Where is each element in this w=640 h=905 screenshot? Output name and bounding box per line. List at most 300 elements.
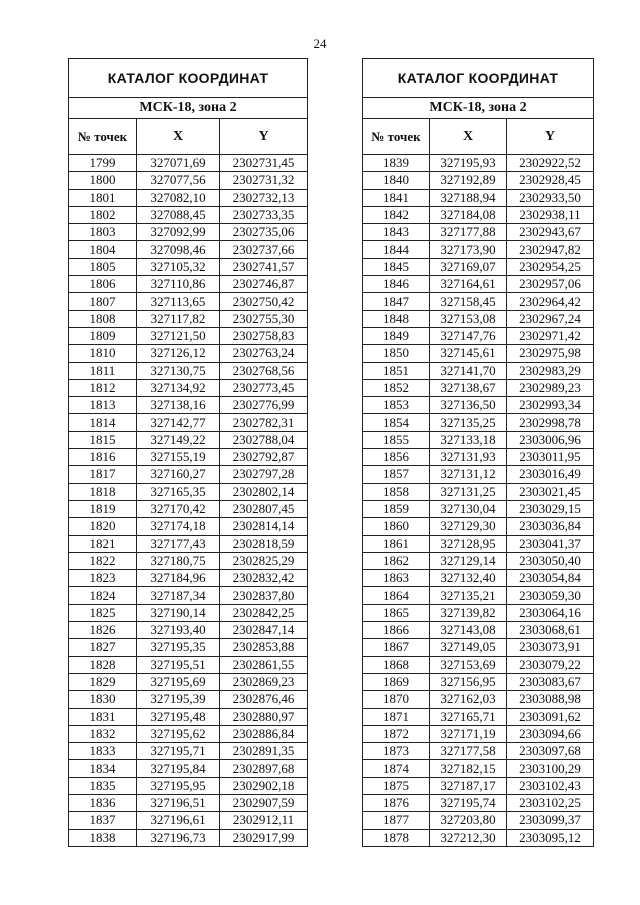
table-row bbox=[69, 708, 308, 725]
x-coordinate-cell: 327177,43 bbox=[137, 535, 220, 552]
point-number-cell: 1866 bbox=[363, 622, 430, 639]
point-number-cell: 1826 bbox=[69, 622, 137, 639]
y-coordinate-cell: 2302891,35 bbox=[220, 743, 308, 760]
point-number-cell: 1850 bbox=[363, 345, 430, 362]
y-coordinate-cell: 2303041,37 bbox=[507, 535, 594, 552]
table-row bbox=[69, 483, 308, 500]
y-coordinate-cell: 2302731,32 bbox=[220, 172, 308, 189]
y-coordinate-cell: 2302741,57 bbox=[220, 258, 308, 275]
point-number-cell: 1822 bbox=[69, 552, 137, 569]
x-coordinate-cell: 327196,51 bbox=[137, 794, 220, 811]
point-number-cell: 1841 bbox=[363, 189, 430, 206]
y-coordinate-cell: 2302788,04 bbox=[220, 431, 308, 448]
y-coordinate-cell: 2303091,62 bbox=[507, 708, 594, 725]
y-coordinate-cell: 2302998,78 bbox=[507, 414, 594, 431]
table-row bbox=[69, 794, 308, 811]
x-coordinate-cell: 327196,73 bbox=[137, 829, 220, 846]
y-coordinate-cell: 2302922,52 bbox=[507, 155, 594, 172]
table-row bbox=[69, 777, 308, 794]
x-coordinate-cell: 327195,69 bbox=[137, 673, 220, 690]
table-row bbox=[363, 345, 594, 362]
point-number-cell: 1820 bbox=[69, 518, 137, 535]
y-coordinate-cell: 2303021,45 bbox=[507, 483, 594, 500]
x-coordinate-cell: 327121,50 bbox=[137, 327, 220, 344]
y-coordinate-cell: 2303099,37 bbox=[507, 812, 594, 829]
point-number-cell: 1823 bbox=[69, 570, 137, 587]
point-number-cell: 1878 bbox=[363, 829, 430, 846]
table-row bbox=[69, 327, 308, 344]
point-number-cell: 1810 bbox=[69, 345, 137, 362]
catalog-title: КАТАЛОГ КООРДИНАТ bbox=[69, 59, 308, 98]
point-number-cell: 1815 bbox=[69, 431, 137, 448]
point-number-cell: 1831 bbox=[69, 708, 137, 725]
point-number-cell: 1874 bbox=[363, 760, 430, 777]
x-coordinate-cell: 327105,32 bbox=[137, 258, 220, 275]
table-row bbox=[69, 587, 308, 604]
table-row bbox=[363, 189, 594, 206]
y-coordinate-cell: 2302792,87 bbox=[220, 449, 308, 466]
point-number-cell: 1852 bbox=[363, 379, 430, 396]
y-coordinate-cell: 2303036,84 bbox=[507, 518, 594, 535]
table-row bbox=[363, 206, 594, 223]
y-coordinate-cell: 2303059,30 bbox=[507, 587, 594, 604]
table-row bbox=[363, 535, 594, 552]
point-number-cell: 1824 bbox=[69, 587, 137, 604]
point-number-cell: 1854 bbox=[363, 414, 430, 431]
y-coordinate-cell: 2302776,99 bbox=[220, 397, 308, 414]
point-number-cell: 1802 bbox=[69, 206, 137, 223]
x-coordinate-cell: 327130,75 bbox=[137, 362, 220, 379]
x-coordinate-cell: 327180,75 bbox=[137, 552, 220, 569]
y-coordinate-cell: 2302861,55 bbox=[220, 656, 308, 673]
x-coordinate-cell: 327195,35 bbox=[137, 639, 220, 656]
y-coordinate-cell: 2302847,14 bbox=[220, 622, 308, 639]
x-coordinate-cell: 327088,45 bbox=[137, 206, 220, 223]
point-number-cell: 1869 bbox=[363, 673, 430, 690]
x-coordinate-cell: 327149,22 bbox=[137, 431, 220, 448]
point-number-cell: 1867 bbox=[363, 639, 430, 656]
x-coordinate-cell: 327193,40 bbox=[137, 622, 220, 639]
point-number-cell: 1813 bbox=[69, 397, 137, 414]
x-coordinate-cell: 327135,25 bbox=[430, 414, 507, 431]
point-number-cell: 1799 bbox=[69, 155, 137, 172]
x-coordinate-cell: 327170,42 bbox=[137, 500, 220, 517]
x-coordinate-cell: 327129,30 bbox=[430, 518, 507, 535]
x-header: X bbox=[137, 119, 220, 155]
point-number-cell: 1803 bbox=[69, 224, 137, 241]
y-coordinate-cell: 2302768,56 bbox=[220, 362, 308, 379]
point-number-cell: 1840 bbox=[363, 172, 430, 189]
x-coordinate-cell: 327147,76 bbox=[430, 327, 507, 344]
x-coordinate-cell: 327177,58 bbox=[430, 743, 507, 760]
table-row bbox=[363, 483, 594, 500]
x-coordinate-cell: 327192,89 bbox=[430, 172, 507, 189]
y-coordinate-cell: 2302886,84 bbox=[220, 725, 308, 742]
x-coordinate-cell: 327195,51 bbox=[137, 656, 220, 673]
x-coordinate-cell: 327174,18 bbox=[137, 518, 220, 535]
x-coordinate-cell: 327187,34 bbox=[137, 587, 220, 604]
x-coordinate-cell: 327195,93 bbox=[430, 155, 507, 172]
table-row bbox=[69, 276, 308, 293]
y-coordinate-cell: 2302971,42 bbox=[507, 327, 594, 344]
table-row bbox=[363, 587, 594, 604]
x-coordinate-cell: 327195,84 bbox=[137, 760, 220, 777]
x-coordinate-cell: 327138,16 bbox=[137, 397, 220, 414]
table-row bbox=[69, 656, 308, 673]
table-row bbox=[363, 725, 594, 742]
table-row bbox=[363, 414, 594, 431]
table-row bbox=[69, 362, 308, 379]
point-number-cell: 1845 bbox=[363, 258, 430, 275]
table-row bbox=[69, 379, 308, 396]
y-coordinate-cell: 2303079,22 bbox=[507, 656, 594, 673]
point-number-cell: 1807 bbox=[69, 293, 137, 310]
point-number-cell: 1836 bbox=[69, 794, 137, 811]
point-number-cell: 1805 bbox=[69, 258, 137, 275]
table-row bbox=[69, 725, 308, 742]
y-coordinate-cell: 2302967,24 bbox=[507, 310, 594, 327]
x-coordinate-cell: 327171,19 bbox=[430, 725, 507, 742]
y-header: Y bbox=[507, 119, 594, 155]
table-row bbox=[363, 155, 594, 172]
y-coordinate-cell: 2303054,84 bbox=[507, 570, 594, 587]
table-row bbox=[69, 189, 308, 206]
y-coordinate-cell: 2302763,24 bbox=[220, 345, 308, 362]
table-row bbox=[363, 449, 594, 466]
x-coordinate-cell: 327110,86 bbox=[137, 276, 220, 293]
table-row bbox=[363, 743, 594, 760]
y-coordinate-cell: 2302975,98 bbox=[507, 345, 594, 362]
y-coordinate-cell: 2302947,82 bbox=[507, 241, 594, 258]
x-coordinate-cell: 327177,88 bbox=[430, 224, 507, 241]
y-coordinate-cell: 2302837,80 bbox=[220, 587, 308, 604]
x-coordinate-cell: 327195,74 bbox=[430, 794, 507, 811]
table-row bbox=[69, 673, 308, 690]
y-coordinate-cell: 2302902,18 bbox=[220, 777, 308, 794]
x-coordinate-cell: 327143,08 bbox=[430, 622, 507, 639]
point-number-cell: 1860 bbox=[363, 518, 430, 535]
y-coordinate-cell: 2302758,83 bbox=[220, 327, 308, 344]
y-coordinate-cell: 2303083,67 bbox=[507, 673, 594, 690]
x-coordinate-cell: 327098,46 bbox=[137, 241, 220, 258]
point-number-cell: 1818 bbox=[69, 483, 137, 500]
point-number-cell: 1827 bbox=[69, 639, 137, 656]
x-coordinate-cell: 327173,90 bbox=[430, 241, 507, 258]
y-coordinate-cell: 2303064,16 bbox=[507, 604, 594, 621]
y-coordinate-cell: 2302842,25 bbox=[220, 604, 308, 621]
coordinate-system: МСК-18, зона 2 bbox=[363, 98, 594, 119]
point-number-cell: 1806 bbox=[69, 276, 137, 293]
x-coordinate-cell: 327131,93 bbox=[430, 449, 507, 466]
point-number-cell: 1862 bbox=[363, 552, 430, 569]
point-number-cell: 1853 bbox=[363, 397, 430, 414]
y-coordinate-cell: 2302853,88 bbox=[220, 639, 308, 656]
point-number-cell: 1828 bbox=[69, 656, 137, 673]
y-coordinate-cell: 2302746,87 bbox=[220, 276, 308, 293]
table-row bbox=[363, 327, 594, 344]
point-number-cell: 1877 bbox=[363, 812, 430, 829]
point-number-cell: 1844 bbox=[363, 241, 430, 258]
point-number-cell: 1804 bbox=[69, 241, 137, 258]
y-coordinate-cell: 2303100,29 bbox=[507, 760, 594, 777]
x-coordinate-cell: 327138,67 bbox=[430, 379, 507, 396]
point-number-cell: 1857 bbox=[363, 466, 430, 483]
y-coordinate-cell: 2302832,42 bbox=[220, 570, 308, 587]
point-number-header: № точек bbox=[363, 119, 430, 155]
table-row bbox=[363, 518, 594, 535]
table-row bbox=[69, 206, 308, 223]
y-coordinate-cell: 2303011,95 bbox=[507, 449, 594, 466]
x-coordinate-cell: 327195,62 bbox=[137, 725, 220, 742]
x-coordinate-cell: 327162,03 bbox=[430, 691, 507, 708]
point-number-cell: 1817 bbox=[69, 466, 137, 483]
y-coordinate-cell: 2302807,45 bbox=[220, 500, 308, 517]
x-coordinate-cell: 327139,82 bbox=[430, 604, 507, 621]
x-coordinate-cell: 327187,17 bbox=[430, 777, 507, 794]
x-coordinate-cell: 327132,40 bbox=[430, 570, 507, 587]
point-number-cell: 1834 bbox=[69, 760, 137, 777]
table-row bbox=[363, 362, 594, 379]
point-number-cell: 1855 bbox=[363, 431, 430, 448]
x-header: X bbox=[430, 119, 507, 155]
x-coordinate-cell: 327158,45 bbox=[430, 293, 507, 310]
y-coordinate-cell: 2302782,31 bbox=[220, 414, 308, 431]
y-coordinate-cell: 2303068,61 bbox=[507, 622, 594, 639]
y-coordinate-cell: 2302912,11 bbox=[220, 812, 308, 829]
table-row bbox=[363, 656, 594, 673]
page-number: 24 bbox=[313, 36, 327, 51]
table-row bbox=[363, 276, 594, 293]
x-coordinate-cell: 327184,96 bbox=[137, 570, 220, 587]
table-row bbox=[363, 812, 594, 829]
y-coordinate-cell: 2303029,15 bbox=[507, 500, 594, 517]
x-coordinate-cell: 327082,10 bbox=[137, 189, 220, 206]
x-coordinate-cell: 327135,21 bbox=[430, 587, 507, 604]
table-row bbox=[363, 622, 594, 639]
table-row bbox=[363, 639, 594, 656]
y-coordinate-cell: 2303102,43 bbox=[507, 777, 594, 794]
y-coordinate-cell: 2302897,68 bbox=[220, 760, 308, 777]
x-coordinate-cell: 327165,71 bbox=[430, 708, 507, 725]
y-coordinate-cell: 2302938,11 bbox=[507, 206, 594, 223]
y-coordinate-cell: 2302943,67 bbox=[507, 224, 594, 241]
y-coordinate-cell: 2302917,99 bbox=[220, 829, 308, 846]
x-coordinate-cell: 327117,82 bbox=[137, 310, 220, 327]
table-row bbox=[69, 829, 308, 846]
point-number-cell: 1858 bbox=[363, 483, 430, 500]
table-row bbox=[69, 570, 308, 587]
point-number-cell: 1811 bbox=[69, 362, 137, 379]
point-number-cell: 1875 bbox=[363, 777, 430, 794]
table-row bbox=[69, 397, 308, 414]
table-row bbox=[69, 500, 308, 517]
x-coordinate-cell: 327195,48 bbox=[137, 708, 220, 725]
x-coordinate-cell: 327212,30 bbox=[430, 829, 507, 846]
point-number-cell: 1859 bbox=[363, 500, 430, 517]
point-number-cell: 1829 bbox=[69, 673, 137, 690]
point-number-cell: 1832 bbox=[69, 725, 137, 742]
x-coordinate-cell: 327128,95 bbox=[430, 535, 507, 552]
table-row bbox=[69, 431, 308, 448]
table-row bbox=[363, 172, 594, 189]
x-coordinate-cell: 327188,94 bbox=[430, 189, 507, 206]
y-coordinate-cell: 2302880,97 bbox=[220, 708, 308, 725]
point-number-cell: 1868 bbox=[363, 656, 430, 673]
y-coordinate-cell: 2303006,96 bbox=[507, 431, 594, 448]
point-number-cell: 1819 bbox=[69, 500, 137, 517]
point-number-cell: 1848 bbox=[363, 310, 430, 327]
point-number-cell: 1821 bbox=[69, 535, 137, 552]
x-coordinate-cell: 327165,35 bbox=[137, 483, 220, 500]
y-coordinate-cell: 2302818,59 bbox=[220, 535, 308, 552]
table-row bbox=[69, 743, 308, 760]
x-coordinate-cell: 327092,99 bbox=[137, 224, 220, 241]
x-coordinate-cell: 327190,14 bbox=[137, 604, 220, 621]
point-number-cell: 1801 bbox=[69, 189, 137, 206]
table-row bbox=[69, 293, 308, 310]
point-number-cell: 1861 bbox=[363, 535, 430, 552]
x-coordinate-cell: 327149,05 bbox=[430, 639, 507, 656]
table-row bbox=[69, 449, 308, 466]
x-coordinate-cell: 327195,71 bbox=[137, 743, 220, 760]
table-row bbox=[363, 570, 594, 587]
table-row bbox=[69, 414, 308, 431]
catalog-title: КАТАЛОГ КООРДИНАТ bbox=[363, 59, 594, 98]
x-coordinate-cell: 327169,07 bbox=[430, 258, 507, 275]
point-number-cell: 1838 bbox=[69, 829, 137, 846]
x-coordinate-cell: 327196,61 bbox=[137, 812, 220, 829]
x-coordinate-cell: 327077,56 bbox=[137, 172, 220, 189]
table-row bbox=[363, 241, 594, 258]
x-coordinate-cell: 327126,12 bbox=[137, 345, 220, 362]
y-coordinate-cell: 2302731,45 bbox=[220, 155, 308, 172]
table-row bbox=[363, 293, 594, 310]
y-header: Y bbox=[220, 119, 308, 155]
y-coordinate-cell: 2302735,06 bbox=[220, 224, 308, 241]
coordinate-table-right bbox=[362, 58, 594, 847]
x-coordinate-cell: 327131,12 bbox=[430, 466, 507, 483]
point-number-cell: 1830 bbox=[69, 691, 137, 708]
y-coordinate-cell: 2302957,06 bbox=[507, 276, 594, 293]
point-number-cell: 1837 bbox=[69, 812, 137, 829]
y-coordinate-cell: 2302907,59 bbox=[220, 794, 308, 811]
x-coordinate-cell: 327195,39 bbox=[137, 691, 220, 708]
point-number-cell: 1839 bbox=[363, 155, 430, 172]
y-coordinate-cell: 2302876,46 bbox=[220, 691, 308, 708]
x-coordinate-cell: 327129,14 bbox=[430, 552, 507, 569]
point-number-cell: 1835 bbox=[69, 777, 137, 794]
y-coordinate-cell: 2302825,29 bbox=[220, 552, 308, 569]
table-row bbox=[363, 829, 594, 846]
y-coordinate-cell: 2302732,13 bbox=[220, 189, 308, 206]
table-row bbox=[69, 604, 308, 621]
table-row bbox=[363, 604, 594, 621]
x-coordinate-cell: 327182,15 bbox=[430, 760, 507, 777]
table-row bbox=[69, 760, 308, 777]
y-coordinate-cell: 2302933,50 bbox=[507, 189, 594, 206]
table-row bbox=[69, 518, 308, 535]
point-number-cell: 1865 bbox=[363, 604, 430, 621]
point-number-cell: 1873 bbox=[363, 743, 430, 760]
table-row bbox=[363, 708, 594, 725]
table-body bbox=[363, 155, 594, 847]
y-coordinate-cell: 2303073,91 bbox=[507, 639, 594, 656]
y-coordinate-cell: 2302993,34 bbox=[507, 397, 594, 414]
y-coordinate-cell: 2303102,25 bbox=[507, 794, 594, 811]
y-coordinate-cell: 2302737,66 bbox=[220, 241, 308, 258]
point-number-cell: 1800 bbox=[69, 172, 137, 189]
point-number-cell: 1849 bbox=[363, 327, 430, 344]
point-number-cell: 1833 bbox=[69, 743, 137, 760]
table-body bbox=[69, 155, 308, 847]
y-coordinate-cell: 2302928,45 bbox=[507, 172, 594, 189]
table-row bbox=[363, 224, 594, 241]
point-number-cell: 1863 bbox=[363, 570, 430, 587]
table-row bbox=[363, 431, 594, 448]
table-row bbox=[363, 760, 594, 777]
table-row bbox=[363, 258, 594, 275]
y-coordinate-cell: 2302733,35 bbox=[220, 206, 308, 223]
x-coordinate-cell: 327136,50 bbox=[430, 397, 507, 414]
y-coordinate-cell: 2302954,25 bbox=[507, 258, 594, 275]
x-coordinate-cell: 327155,19 bbox=[137, 449, 220, 466]
x-coordinate-cell: 327160,27 bbox=[137, 466, 220, 483]
table-row bbox=[69, 258, 308, 275]
y-coordinate-cell: 2303016,49 bbox=[507, 466, 594, 483]
y-coordinate-cell: 2303097,68 bbox=[507, 743, 594, 760]
y-coordinate-cell: 2302814,14 bbox=[220, 518, 308, 535]
table-row bbox=[69, 466, 308, 483]
y-coordinate-cell: 2302869,23 bbox=[220, 673, 308, 690]
x-coordinate-cell: 327130,04 bbox=[430, 500, 507, 517]
point-number-cell: 1812 bbox=[69, 379, 137, 396]
y-coordinate-cell: 2302964,42 bbox=[507, 293, 594, 310]
point-number-cell: 1825 bbox=[69, 604, 137, 621]
point-number-cell: 1847 bbox=[363, 293, 430, 310]
y-coordinate-cell: 2302797,28 bbox=[220, 466, 308, 483]
point-number-cell: 1851 bbox=[363, 362, 430, 379]
x-coordinate-cell: 327142,77 bbox=[137, 414, 220, 431]
y-coordinate-cell: 2303050,40 bbox=[507, 552, 594, 569]
y-coordinate-cell: 2302755,30 bbox=[220, 310, 308, 327]
coordinate-system: МСК-18, зона 2 bbox=[69, 98, 308, 119]
table-row bbox=[363, 673, 594, 690]
table-row bbox=[69, 691, 308, 708]
y-coordinate-cell: 2303094,66 bbox=[507, 725, 594, 742]
y-coordinate-cell: 2302802,14 bbox=[220, 483, 308, 500]
x-coordinate-cell: 327153,69 bbox=[430, 656, 507, 673]
point-number-cell: 1872 bbox=[363, 725, 430, 742]
coordinate-table-left bbox=[68, 58, 308, 847]
table-row bbox=[363, 379, 594, 396]
x-coordinate-cell: 327195,95 bbox=[137, 777, 220, 794]
y-coordinate-cell: 2303095,12 bbox=[507, 829, 594, 846]
table-row bbox=[69, 155, 308, 172]
table-row bbox=[363, 397, 594, 414]
table-row bbox=[69, 172, 308, 189]
table-row bbox=[69, 241, 308, 258]
x-coordinate-cell: 327134,92 bbox=[137, 379, 220, 396]
x-coordinate-cell: 327141,70 bbox=[430, 362, 507, 379]
point-number-cell: 1808 bbox=[69, 310, 137, 327]
table-row bbox=[69, 345, 308, 362]
table-row bbox=[69, 812, 308, 829]
y-coordinate-cell: 2303088,98 bbox=[507, 691, 594, 708]
x-coordinate-cell: 327131,25 bbox=[430, 483, 507, 500]
point-number-cell: 1871 bbox=[363, 708, 430, 725]
table-row bbox=[363, 691, 594, 708]
x-coordinate-cell: 327153,08 bbox=[430, 310, 507, 327]
